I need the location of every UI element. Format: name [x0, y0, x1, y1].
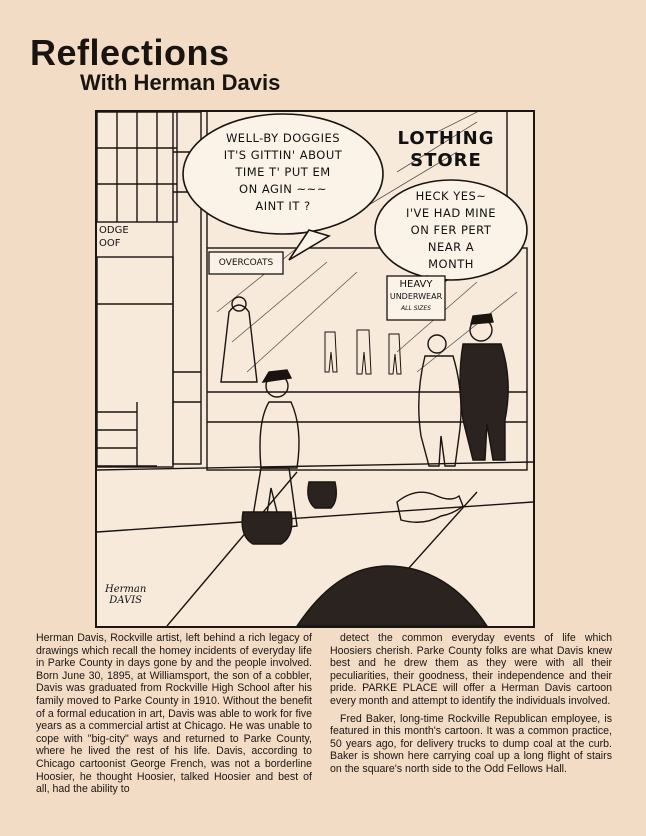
underwear-sign-line: ALL SIZES: [401, 305, 431, 312]
men-talking: [419, 314, 508, 466]
overcoats-sign: OVERCOATS: [218, 258, 274, 268]
lodge-doorway: [97, 257, 173, 467]
underwear-sign-line: UNDERWEAR: [389, 292, 443, 301]
artist-signature: [105, 584, 146, 606]
bubble-left-line: TIME T' PUT EM: [235, 165, 331, 179]
signature-line: DAVIS: [109, 595, 143, 606]
page-title: Reflections: [30, 32, 230, 73]
signature-line: Herman: [105, 584, 147, 595]
man-carrying-coal: [242, 370, 336, 544]
underwear-sign-line: HEAVY: [399, 279, 433, 290]
article-paragraph: Herman Davis, Rockville artist, left behind a rich legacy of drawings which recall the homey incidents of everyday life in Parke County in days gone by and the people involved. Born June 30, 1895, at Williamsport, the son of a cobbler, Davis was graduated from Rockville High School after his family moved to Parke County in 1910. Without the benefit of a formal education in art, Davis was able to work for five years as a commercial artist at Chicago. He was unable to cope with "big-city" ways and returned to Parke County, where he lived the rest of his life. Davis, according to Chicago cartoonist George French, was not a borderline Hoosier, he thought Hoosier, talked Hoosier and best of all, had the ability to: [36, 632, 312, 796]
bubble-right-line: I'VE HAD MINE: [405, 206, 497, 220]
article-column-left: [36, 632, 312, 801]
bubble-left-line: IT'S GITTIN' ABOUT: [223, 148, 343, 162]
article-paragraph: detect the common everyday events of life which Hoosiers cherish. Parke County folks are what Davis knew best and he drew them as they were with all their peculiarities, their goodness, their independence and their pride. PARKE PLACE will offer a Herman Davis cartoon every month and attempt to identify the individuals involved.: [330, 632, 612, 707]
mannequin: [221, 305, 257, 382]
lodge-sign: [99, 224, 159, 250]
bubble-right-line: NEAR A: [427, 240, 475, 254]
speech-bubble-right-text: [381, 188, 521, 273]
lodge-sign-line: OOF: [99, 238, 121, 249]
cartoon-illustration: [95, 110, 535, 628]
speech-bubble-left-text: [193, 130, 373, 215]
coal-pile: [297, 566, 487, 626]
bubble-right-line: ON FER PERT: [410, 223, 492, 237]
page-subtitle: With Herman Davis: [80, 70, 281, 95]
lodge-sign-line: ODGE: [99, 225, 129, 236]
bubble-right-line: HECK YES~: [415, 189, 487, 203]
store-sign-line: LOTHING: [397, 128, 495, 149]
bubble-left-line: WELL-BY DOGGIES: [225, 131, 341, 145]
article-column-right: [330, 632, 612, 781]
store-sign-line: STORE: [410, 150, 482, 171]
stairs: [97, 402, 157, 466]
bubble-right-line: MONTH: [428, 257, 474, 271]
article-paragraph: Fred Baker, long-time Rockville Republican employee, is featured in this month's cartoon. It was a common practice, 50 years ago, for delivery trucks to dump coal at the curb. Baker is shown here carrying coal up a long flight of stairs on the square's north side to the Odd Fellows Hall.: [330, 712, 612, 775]
bubble-left-line: ON AGIN ~~~: [239, 182, 327, 196]
underwear-sign: [387, 279, 445, 315]
bubble-left-line: AINT IT ?: [255, 199, 311, 213]
clothing-store-sign: [381, 128, 511, 172]
